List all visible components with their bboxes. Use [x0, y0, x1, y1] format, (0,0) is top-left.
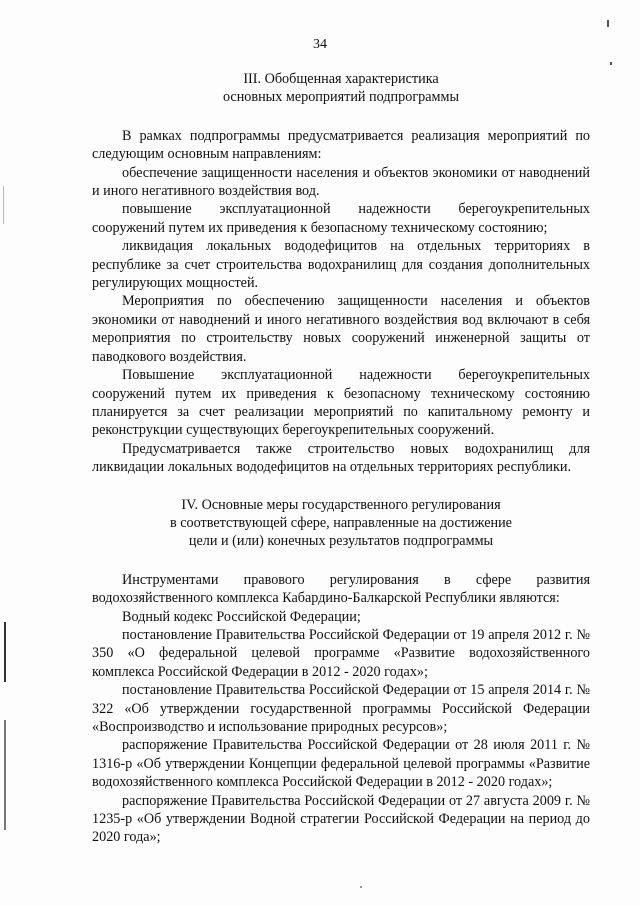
paragraph: Повышение эксплуатационной надежности берегоукрепительных сооружений путем их приведения к безопасному техническому состоянию планируется за счет реализации мероприятий по капитальному ремонту и реконструкции существующих берегоукрепительных сооружений.: [92, 367, 590, 439]
list-item: ликвидация локальных вододефицитов на отдельных территориях в республике за счет строительства водохранилищ для создания дополнительных регулирующих мощностей.: [92, 238, 590, 292]
section-4-heading: [92, 496, 590, 551]
paragraph: Предусматривается также строительство новых водохранилищ для ликвидации локальных вододефицитов на отдельных территориях республики.: [92, 440, 590, 476]
scan-mark-left-2: [4, 622, 6, 682]
list-item: распоряжение Правительства Российской Федерации от 27 августа 2009 г. № 1235-р «Об утверждении Водной стратегии Российской Федерации на период до 2020 года»;: [92, 792, 590, 846]
page-content: [92, 70, 590, 847]
list-item: постановление Правительства Российской Федерации от 15 апреля 2014 г. № 322 «Об утверждении государственной программы Российской Федерации «Воспроизводство и использование природных ресурсов»;: [92, 682, 590, 735]
section-3-title-line-1: III. Обобщенная характеристика: [243, 71, 439, 87]
page-number: 34: [313, 37, 327, 52]
paragraph: В рамках подпрограммы предусматривается реализация мероприятий по следующим основным направлениям:: [92, 127, 590, 163]
section-3-title-line-2: основных мероприятий подпрограммы: [222, 89, 460, 106]
list-item: обеспечение защищенности населения и объектов экономики от наводнений и иного негативного воздействия вод.: [92, 164, 590, 200]
scan-mark-left-1: [3, 186, 4, 224]
paragraph: Инструментами правового регулирования в сфере развития водохозяйственного комплекса Кабардино-Балкарской Республики являются:: [92, 571, 590, 607]
section-3-heading: [92, 70, 590, 107]
scan-mark-bottom: [360, 886, 362, 888]
list-item: Водный кодекс Российской Федерации;: [122, 608, 361, 625]
scan-mark-right: [610, 62, 612, 65]
section-4-title-line-2: в соответствующей сфере, направленные на достижение: [170, 514, 512, 531]
section-4-title-line-3: цели и (или) конечных результатов подпрограммы: [188, 533, 494, 550]
paragraph: Мероприятия по обеспечению защищенности населения и объектов экономики от наводнений и иного негативного воздействия вод включают в себя мероприятия по строительству новых сооружений инженерной защиты от паводкового воздействия.: [92, 293, 590, 365]
list-item: распоряжение Правительства Российской Федерации от 28 июля 2011 г. № 1316-р «Об утверждении Концепции федеральной целевой программы «Развитие водохозяйственного комплекса Российской Федерации в 2012 - 2020 годах»;: [92, 737, 590, 791]
list-item: повышение эксплуатационной надежности берегоукрепительных сооружений путем их приведения к безопасному техническому состоянию;: [92, 201, 590, 236]
section-4-title-line-1: IV. Основные меры государственного регулирования: [181, 496, 501, 513]
scan-mark-left-3: [4, 720, 6, 830]
list-item: постановление Правительства Российской Федерации от 19 апреля 2012 г. № 350 «О федеральной целевой программе «Развитие водохозяйственного комплекса Российской Федерации в 2012 - 2020 годах»;: [92, 626, 590, 680]
scan-mark-top-right: [607, 20, 609, 27]
